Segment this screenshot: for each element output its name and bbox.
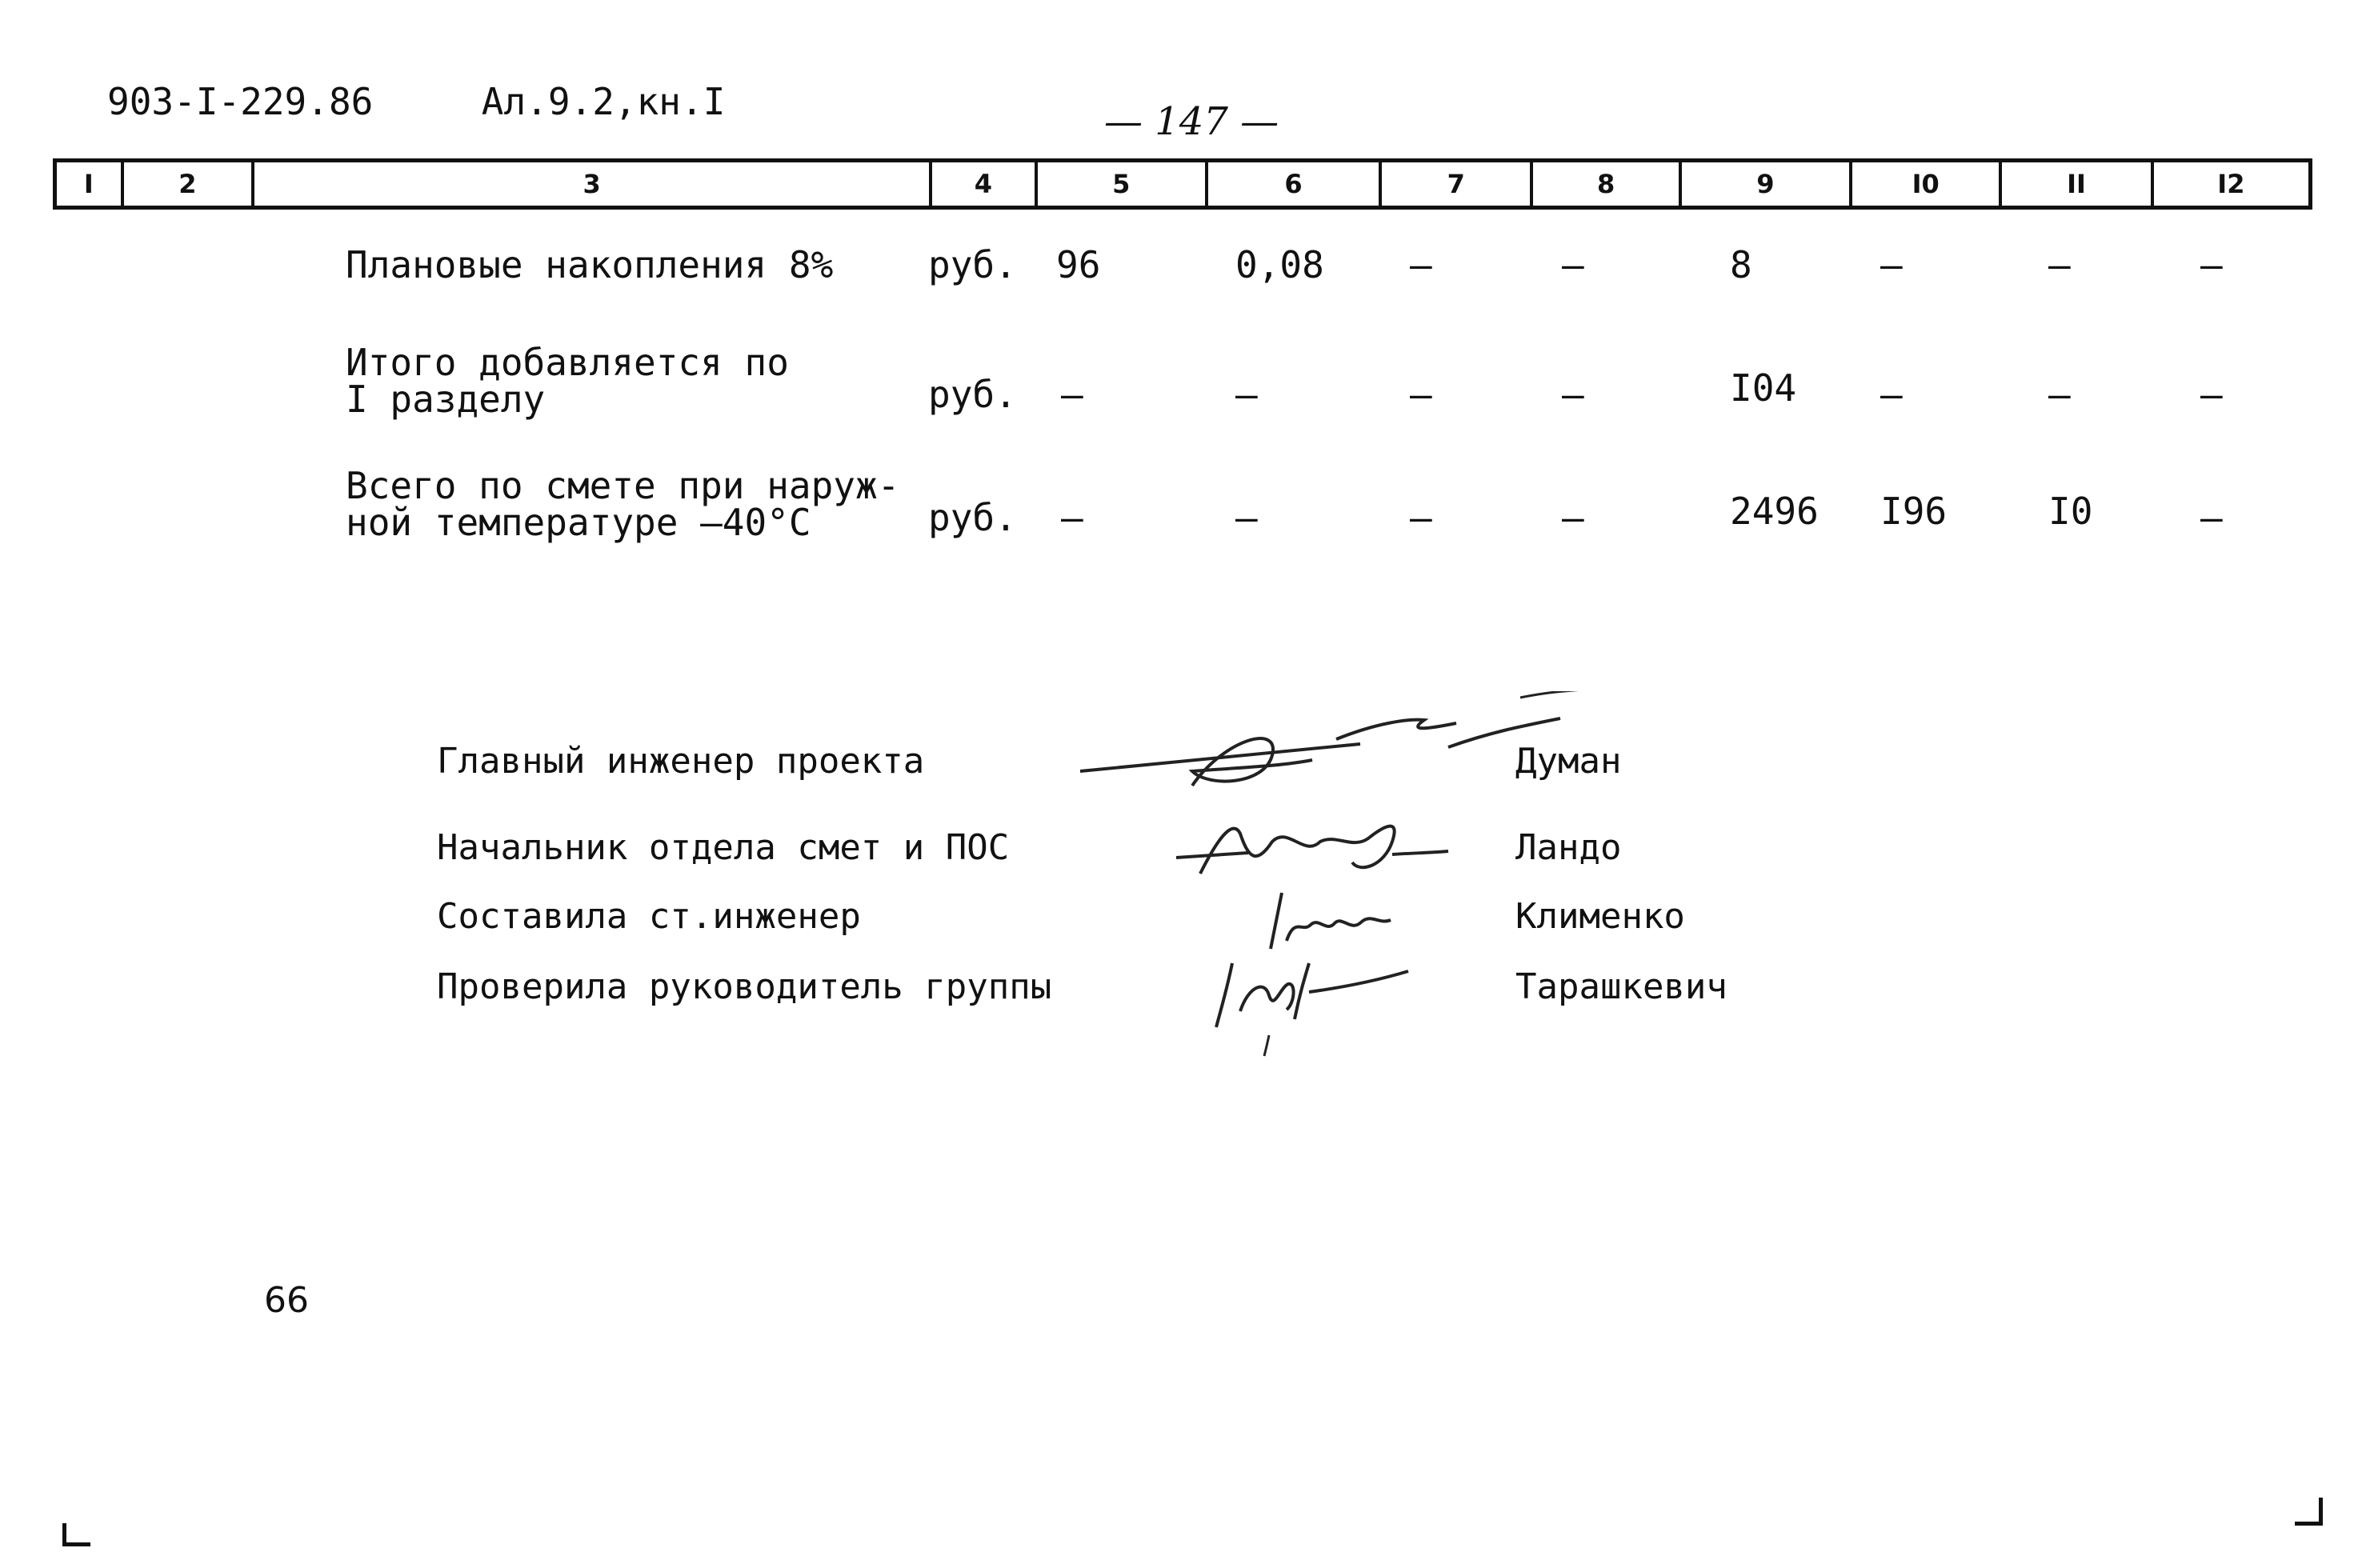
row-unit: руб. bbox=[928, 496, 1017, 539]
signatory-name: Тарашкевич bbox=[1515, 966, 1727, 1007]
cell-col5: 96 bbox=[1056, 243, 1101, 286]
column-header-12: I2 bbox=[2217, 169, 2245, 199]
signature-role: Начальник отдела смет и ПОС bbox=[437, 827, 1010, 868]
signature-row bbox=[0, 966, 2362, 1014]
document-code-number: 903-I-229.86 bbox=[107, 80, 374, 123]
cell-col11: – bbox=[2048, 243, 2071, 286]
signature-row bbox=[0, 741, 2362, 789]
album-reference: Ал.9.2,кн.I bbox=[481, 80, 726, 123]
signatory-name: Клименко bbox=[1515, 896, 1685, 937]
signature-role: Главный инженер проекта bbox=[437, 741, 925, 782]
cell-col12: – bbox=[2200, 373, 2223, 416]
cell-col5: – bbox=[1061, 373, 1083, 416]
corner-mark-bottom-right bbox=[2295, 1498, 2323, 1526]
sheet-number: 66 bbox=[264, 1280, 309, 1321]
column-header-9: 9 bbox=[1682, 162, 1852, 206]
signature-role: Составила ст.инженер bbox=[437, 896, 861, 937]
handwritten-signature bbox=[1255, 885, 1399, 957]
cell-col10: – bbox=[1880, 373, 1903, 416]
cell-col8: – bbox=[1562, 496, 1584, 539]
cell-col6: – bbox=[1235, 373, 1258, 416]
signatory-name: Ландо bbox=[1515, 827, 1622, 868]
row-description bbox=[346, 341, 789, 421]
column-header-10: I0 bbox=[1852, 162, 2002, 206]
cell-col11: – bbox=[2048, 373, 2071, 416]
corner-mark-bottom-left bbox=[62, 1523, 90, 1546]
handwritten-signature bbox=[1200, 955, 1416, 1059]
cell-col11: I0 bbox=[2048, 490, 2093, 533]
cell-col9: 2496 bbox=[1730, 490, 1819, 533]
column-header-5: 5 bbox=[1038, 162, 1208, 206]
cell-col7: – bbox=[1410, 496, 1432, 539]
column-header-2: 2 bbox=[124, 162, 254, 206]
cell-col9: 8 bbox=[1730, 243, 1752, 286]
row-description-line: Плановые накопления 8% bbox=[346, 243, 834, 286]
row-description-line: ной температуре –40°С bbox=[346, 501, 811, 544]
column-number-header bbox=[53, 158, 2312, 210]
table-row bbox=[0, 243, 2362, 334]
row-description bbox=[346, 464, 900, 544]
cell-col10: I96 bbox=[1880, 490, 1948, 533]
column-header-8: 8 bbox=[1533, 162, 1681, 206]
table-row bbox=[0, 464, 2362, 555]
cell-col8: – bbox=[1562, 373, 1584, 416]
cell-col10: – bbox=[1880, 243, 1903, 286]
column-header-7: 7 bbox=[1382, 162, 1533, 206]
document-code bbox=[107, 80, 725, 123]
column-header-1: I bbox=[57, 162, 124, 206]
cell-col5: – bbox=[1061, 496, 1083, 539]
cell-col7: – bbox=[1410, 243, 1432, 286]
cell-col7: – bbox=[1410, 373, 1432, 416]
row-description-line: I разделу bbox=[346, 378, 546, 421]
row-description-line: Итого добавляется по bbox=[346, 341, 789, 384]
cell-col12: – bbox=[2200, 496, 2223, 539]
column-header-4: 4 bbox=[932, 162, 1038, 206]
page-number: — 147 — bbox=[1104, 99, 1279, 144]
column-header-3: 3 bbox=[254, 162, 932, 206]
signature-role: Проверила руководитель группы bbox=[437, 966, 1052, 1007]
cell-col6: 0,08 bbox=[1235, 243, 1324, 286]
cell-col6: – bbox=[1235, 496, 1258, 539]
cell-col12: – bbox=[2200, 243, 2223, 286]
column-header-11: II bbox=[2002, 162, 2153, 206]
cell-col9: I04 bbox=[1730, 366, 1797, 410]
row-unit: руб. bbox=[928, 243, 1017, 286]
row-description-line: Всего по смете при наруж- bbox=[346, 464, 900, 507]
signatory-name: Думан bbox=[1515, 741, 1622, 782]
cell-col8: – bbox=[1562, 243, 1584, 286]
column-header-6: 6 bbox=[1208, 162, 1382, 206]
row-description bbox=[346, 243, 834, 286]
handwritten-signature bbox=[1168, 810, 1456, 890]
signature-row bbox=[0, 827, 2362, 875]
row-unit: руб. bbox=[928, 373, 1017, 416]
signature-row bbox=[0, 896, 2362, 944]
table-row bbox=[0, 341, 2362, 432]
